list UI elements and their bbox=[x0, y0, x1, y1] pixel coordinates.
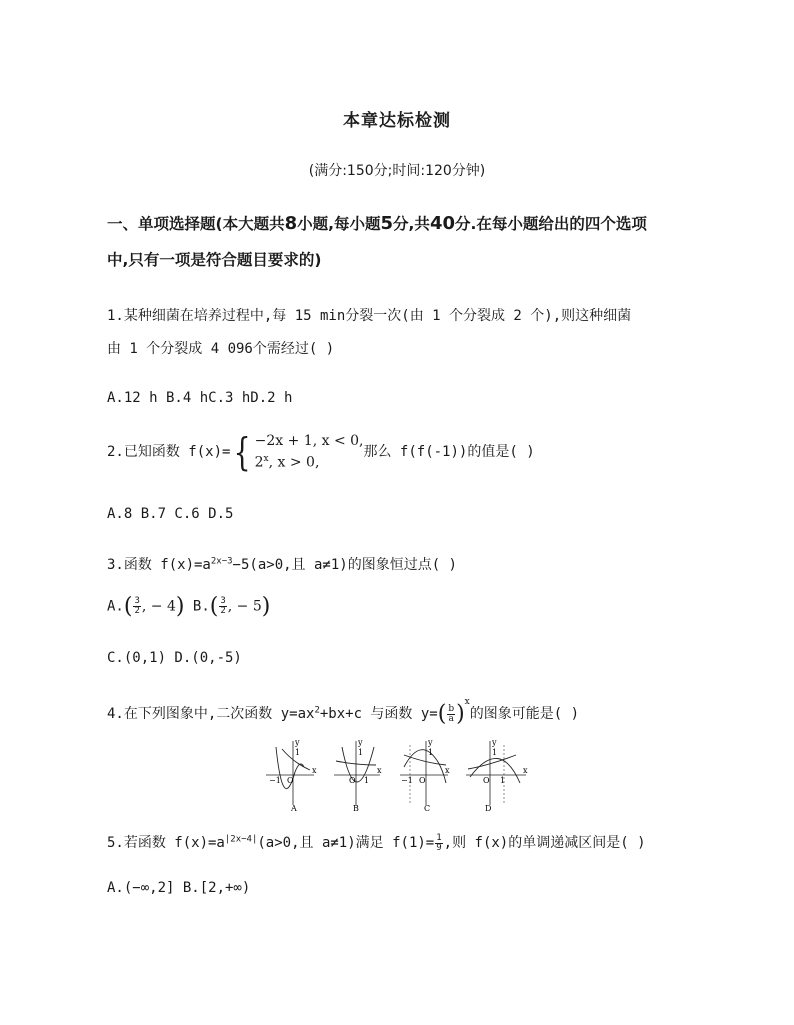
question-5-options: A.(−∞,2] B.[2,+∞) bbox=[107, 880, 251, 896]
question-4-prefix: 4.在下列图象中,二次函数 y=ax bbox=[107, 706, 315, 722]
graph-b-label: B bbox=[353, 804, 359, 813]
section-heading-mid1: 小题,每小题 bbox=[297, 215, 381, 233]
question-5 bbox=[107, 832, 707, 853]
case-1: −2x + 1, x < 0, bbox=[254, 433, 364, 449]
graph-a-origin: O bbox=[287, 776, 294, 785]
question-2-options: A.8 B.7 C.6 D.5 bbox=[107, 506, 234, 522]
option-a-label: A. bbox=[107, 598, 124, 615]
graph-b bbox=[334, 738, 382, 813]
question-5-numerator: 1 bbox=[436, 832, 442, 843]
question-1-line-2: 由 1 个分裂成 4 096个需经过( ) bbox=[107, 341, 335, 357]
question-3-suffix: −5(a>0,且 a≠1)的图象恒过点( ) bbox=[232, 557, 457, 573]
graph-b-tick-pos: 1 bbox=[364, 776, 370, 785]
question-2 bbox=[107, 429, 707, 474]
graph-a-tick-neg: −1 bbox=[269, 776, 281, 785]
paren-close: ) bbox=[261, 594, 271, 619]
question-3 bbox=[107, 554, 707, 574]
section-heading bbox=[107, 206, 697, 278]
paren-open: ( bbox=[437, 701, 447, 727]
base-fraction bbox=[447, 705, 455, 724]
option-b-fraction bbox=[219, 597, 226, 616]
case-2-rest: , x > 0, bbox=[268, 454, 320, 471]
section-points-total: 40 bbox=[429, 213, 455, 234]
graph-d-tick-y: 1 bbox=[492, 748, 498, 757]
paren-close: ) bbox=[175, 594, 185, 619]
graph-b-axis-x: x bbox=[377, 766, 382, 775]
piecewise-cases bbox=[255, 432, 364, 472]
page-title: 本章达标检测 bbox=[343, 111, 451, 131]
base-exponent: x bbox=[464, 697, 470, 707]
option-b-label: B. bbox=[192, 598, 210, 615]
graph-c-label: C bbox=[424, 804, 431, 813]
option-a-numerator: 3 bbox=[134, 596, 140, 606]
graph-c-tick-neg: −1 bbox=[401, 776, 413, 785]
section-heading-suffix: 分.在每小题给出的四个选项 bbox=[455, 215, 647, 233]
question-4-mid: +bx+c 与函数 y= bbox=[319, 706, 438, 722]
question-5-mid: (a>0,且 a≠1)满足 f(1)= bbox=[257, 835, 435, 851]
question-3-options-ab bbox=[107, 594, 707, 619]
graph-d-exponential bbox=[468, 755, 516, 769]
graph-d-tick-pos: 1 bbox=[500, 776, 506, 785]
question-4-square: 2 bbox=[314, 705, 320, 716]
graph-b-tick-y: 1 bbox=[358, 748, 364, 757]
section-heading-prefix: 一、单项选择题(本大题共 bbox=[107, 215, 285, 233]
question-4-graphs bbox=[264, 737, 534, 815]
option-a-fraction bbox=[133, 597, 140, 616]
graph-a bbox=[266, 738, 317, 813]
graph-a-tick-y: 1 bbox=[295, 748, 301, 757]
question-5-prefix: 5.若函数 f(x)=a bbox=[107, 835, 225, 851]
question-5-exponent: |2x−4| bbox=[224, 834, 258, 845]
graph-d-axis-x: x bbox=[523, 766, 528, 775]
option-b-numerator: 3 bbox=[220, 596, 226, 606]
graph-d-label: D bbox=[485, 804, 492, 813]
question-5-suffix: ,则 f(x)的单调递减区间是( ) bbox=[443, 835, 646, 851]
graph-c-axis-x: x bbox=[445, 766, 450, 775]
section-question-count: 8 bbox=[284, 213, 298, 234]
graph-d-axis-y: y bbox=[492, 738, 497, 747]
base-denominator: a bbox=[448, 713, 454, 724]
graph-c-origin: O bbox=[419, 776, 426, 785]
section-points-each: 5 bbox=[380, 213, 394, 234]
question-3-prefix: 3.函数 f(x)=a bbox=[107, 557, 211, 573]
graph-a-axis-x: x bbox=[312, 766, 317, 775]
graph-c-axis-y: y bbox=[428, 738, 433, 747]
question-2-suffix: 那么 f(f(-1))的值是( ) bbox=[363, 443, 535, 460]
question-3-exponent: 2x−3 bbox=[210, 556, 233, 567]
question-1-options: A.12 h B.4 hC.3 hD.2 h bbox=[107, 390, 293, 406]
question-1-line-1: 1.某种细菌在培养过程中,每 15 min分裂一次(由 1 个分裂成 2 个),则这种细菌 bbox=[107, 308, 632, 324]
option-a-denominator: 2 bbox=[134, 606, 140, 616]
graph-b-axis-y: y bbox=[358, 738, 363, 747]
case-2-base: 2 bbox=[254, 454, 264, 471]
graph-d bbox=[466, 738, 528, 813]
graph-b-origin: O bbox=[349, 776, 356, 785]
graph-a-axis-y: y bbox=[295, 738, 300, 747]
option-b-denominator: 2 bbox=[220, 606, 226, 616]
option-a-y: , − 4 bbox=[141, 598, 176, 615]
base-numerator: b bbox=[448, 703, 455, 714]
left-brace: { bbox=[234, 429, 251, 474]
question-5-denominator: 9 bbox=[436, 842, 442, 853]
question-2-prefix: 2.已知函数 f(x)= bbox=[107, 443, 231, 460]
question-3-options-cd: C.(0,1) D.(0,-5) bbox=[107, 650, 242, 666]
option-b-y: , − 5 bbox=[227, 598, 262, 615]
section-heading-mid2: 分,共 bbox=[393, 215, 430, 233]
graph-d-origin: O bbox=[483, 776, 490, 785]
graph-a-label: A bbox=[291, 804, 297, 813]
question-5-fraction bbox=[435, 834, 442, 853]
paren-close: ) bbox=[456, 701, 465, 727]
paren-open: ( bbox=[209, 594, 219, 619]
page-subtitle: (满分:150分;时间:120分钟) bbox=[308, 163, 486, 179]
graph-c-tick-y: 1 bbox=[428, 748, 434, 757]
question-4 bbox=[107, 697, 707, 727]
graph-c bbox=[400, 738, 450, 813]
question-4-suffix: 的图象可能是( ) bbox=[469, 706, 580, 722]
paren-open: ( bbox=[123, 594, 133, 619]
case-2-exponent: x bbox=[263, 454, 269, 464]
section-heading-line2: 中,只有一项是符合题目要求的) bbox=[107, 251, 322, 269]
